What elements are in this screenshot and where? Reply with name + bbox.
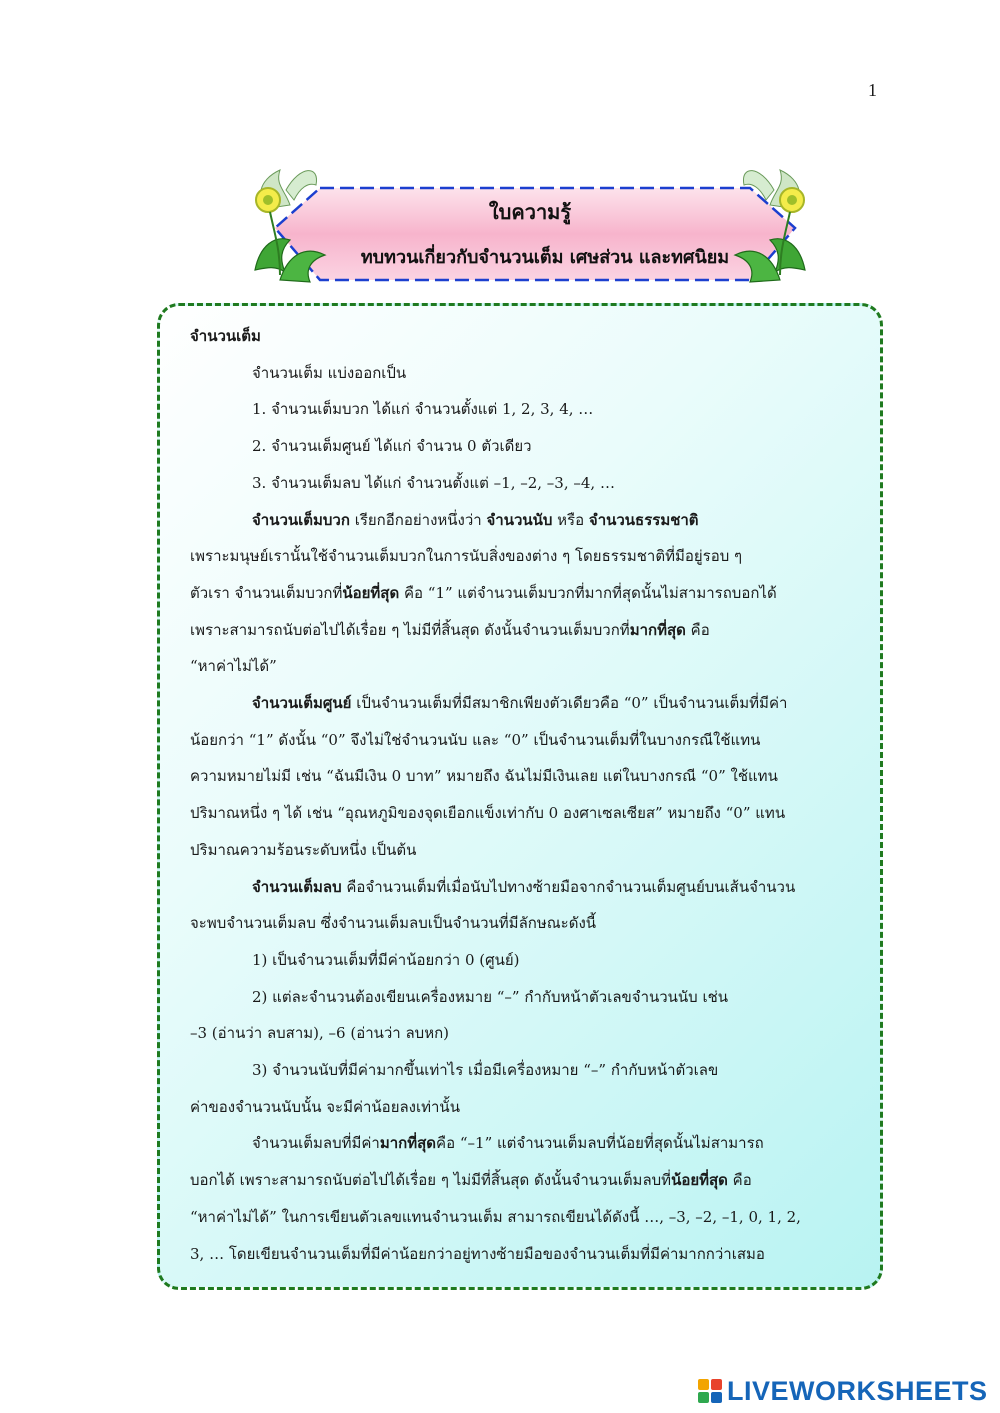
positive-paragraph-line: “หาค่าไม่ได้” <box>190 657 277 676</box>
list-item: 2. จำนวนเต็มศูนย์ ได้แก่ จำนวน 0 ตัวเดียว <box>252 437 532 456</box>
text-span: คือจำนวนเต็มที่เมื่อนับไปทางซ้ายมือจากจำนวนเต็มศูนย์บนเส้นจำนวน <box>341 877 796 896</box>
page-number: 1 <box>868 80 877 100</box>
property-item: 1) เป็นจำนวนเต็มที่มีค่าน้อยกว่า 0 (ศูนย์) <box>252 950 520 969</box>
header-banner <box>250 160 810 290</box>
zero-paragraph-line: น้อยกว่า “1” ดังนั้น “0” จึงไม่ใช่จำนวนนับ และ “0” เป็นจำนวนเต็มที่ในบางกรณีใช้แทน <box>190 730 761 749</box>
term-natural: จำนวนธรรมชาติ <box>588 510 699 529</box>
term-positive: จำนวนเต็มบวก <box>252 510 350 529</box>
property-item: ค่าของจำนวนนับนั้น จะมีค่าน้อยลงเท่านั้น <box>190 1097 460 1116</box>
final-paragraph-line <box>190 1162 875 1199</box>
term-counting: จำนวนนับ <box>486 510 553 529</box>
negative-paragraph-line <box>190 869 875 906</box>
negative-paragraph-line: จะพบจำนวนเต็มลบ ซึ่งจำนวนเต็มลบเป็นจำนวนที่มีลักษณะดังนี้ <box>190 914 597 933</box>
text-span: ตัวเรา จำนวนเต็มบวกที่ <box>190 583 343 602</box>
final-paragraph-line: 3, … โดยเขียนจำนวนเต็มที่มีค่าน้อยกว่าอยู่ทางซ้ายมือของจำนวนเต็มที่มีค่ามากกว่าเสมอ <box>190 1244 765 1263</box>
text-span: เป็นจำนวนเต็มที่มีสมาชิกเพียงตัวเดียวคือ “0” เป็นจำนวนเต็มที่มีค่า <box>351 694 788 713</box>
liveworksheets-logo-icon <box>697 1378 723 1404</box>
zero-paragraph-line: ความหมายไม่มี เช่น “ฉันมีเงิน 0 บาท” หมายถึง ฉันไม่มีเงินเลย แต่ในบางกรณี “0” ใช้แทน <box>190 767 778 786</box>
text-span: คือ <box>685 620 710 639</box>
positive-paragraph-line <box>190 502 875 539</box>
section-heading: จำนวนเต็ม <box>190 327 261 345</box>
positive-paragraph-line <box>190 575 875 612</box>
final-paragraph-line <box>190 1125 875 1162</box>
intro-line: จำนวนเต็ม แบ่งออกเป็น <box>252 363 407 382</box>
text-span: คือ <box>727 1171 752 1190</box>
page-title: ใบความรู้ <box>488 200 572 224</box>
zero-paragraph-line: ปริมาณหนึ่ง ๆ ได้ เช่น “อุณหภูมิของจุดเยือกแข็งเท่ากับ 0 องศาเซลเซียส” หมายถึง “0” แทน <box>190 804 786 823</box>
text-span: คือ “1” แต่จำนวนเต็มบวกที่มากที่สุดนั้นไม่สามารถบอกได้ <box>399 583 777 602</box>
content-body <box>190 318 875 1272</box>
positive-paragraph-line: เพราะมนุษย์เรานั้นใช้จำนวนเต็มบวกในการนับสิ่งของต่าง ๆ โดยธรรมชาติที่มีอยู่รอบ ๆ <box>190 547 743 566</box>
property-item: 2) แต่ละจำนวนต้องเขียนเครื่องหมาย “–” กำกับหน้าตัวเลขจำนวนนับ เช่น <box>252 987 729 1006</box>
list-item: 3. จำนวนเต็มลบ ได้แก่ จำนวนตั้งแต่ –1, –2, –3, –4, … <box>252 473 615 492</box>
text-span: คือ “–1” แต่จำนวนเต็มลบที่น้อยที่สุดนั้นไม่สามารถ <box>436 1134 764 1153</box>
list-item: 1. จำนวนเต็มบวก ได้แก่ จำนวนตั้งแต่ 1, 2, 3, 4, … <box>252 400 594 419</box>
property-item: 3) จำนวนนับที่มีค่ามากขึ้นเท่าไร เมื่อมีเครื่องหมาย “–” กำกับหน้าตัวเลข <box>252 1061 719 1080</box>
final-paragraph-line: “หาค่าไม่ได้” ในการเขียนตัวเลขแทนจำนวนเต็ม สามารถเขียนได้ดังนี้ …, –3, –2, –1, 0, 1, 2, <box>190 1207 801 1226</box>
emphasis: น้อยที่สุด <box>342 583 400 602</box>
term-negative: จำนวนเต็มลบ <box>252 877 342 896</box>
text-span: จำนวนเต็มลบที่มีค่า <box>252 1134 380 1153</box>
emphasis: น้อยที่สุด <box>671 1171 728 1190</box>
positive-paragraph-line <box>190 612 875 649</box>
emphasis: มากที่สุด <box>379 1134 437 1153</box>
text-span: บอกได้ เพราะสามารถนับต่อไปได้เรื่อย ๆ ไม่มีที่สิ้นสุด ดังนั้นจำนวนเต็มลบที่ <box>190 1171 672 1190</box>
text-span: หรือ <box>552 510 589 529</box>
page-subtitle: ทบทวนเกี่ยวกับจำนวนเต็ม เศษส่วน และทศนิยม <box>360 247 730 268</box>
term-zero: จำนวนเต็มศูนย์ <box>252 694 352 713</box>
liveworksheets-logo <box>697 1376 988 1406</box>
emphasis: มากที่สุด <box>629 620 686 639</box>
brand-text: LIVEWORKSHEETS <box>727 1375 988 1406</box>
zero-paragraph-line <box>190 685 875 722</box>
text-span: เพราะสามารถนับต่อไปได้เรื่อย ๆ ไม่มีที่สิ้นสุด ดังนั้นจำนวนเต็มบวกที่ <box>190 620 630 639</box>
zero-paragraph-line: ปริมาณความร้อนระดับหนึ่ง เป็นต้น <box>190 840 417 859</box>
text-span: เรียกอีกอย่างหนึ่งว่า <box>349 510 487 529</box>
property-item: –3 (อ่านว่า ลบสาม), –6 (อ่านว่า ลบหก) <box>190 1024 450 1043</box>
